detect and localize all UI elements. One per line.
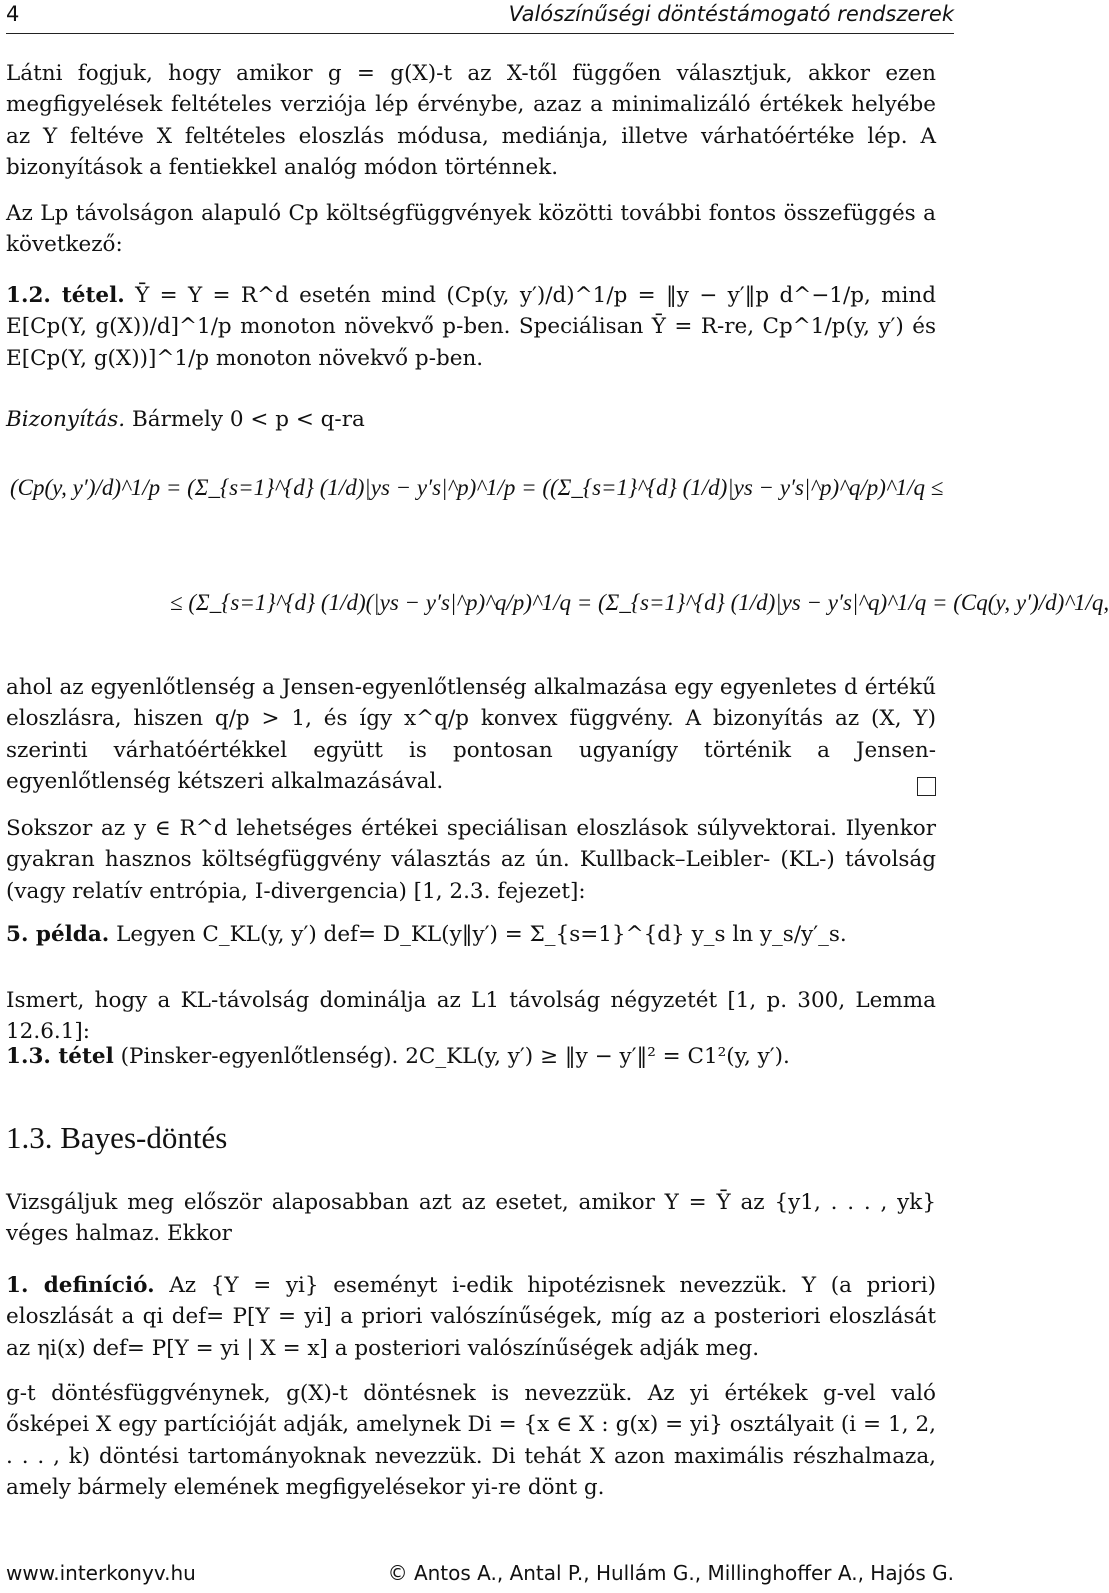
- page-header: [6, 2, 954, 32]
- theorem-1-3: [6, 1041, 936, 1072]
- theorem-1-3-text: (Pinsker-egyenlőtlenség). 2C_KL(y, y′) ≥ ‖y − y′‖² = C1²(y, y′).: [120, 1044, 790, 1069]
- proof-text: Bármely 0 < p < q-ra: [132, 407, 365, 432]
- paragraph-intro: Látni fogjuk, hogy amikor g = g(X)-t az X-től függően választjuk, akkor ezen megfigyelések feltételes verziója lép érvénybe, azaz a minimalizáló értékek helyébe az Y feltéve X feltételes eloszlás módusa, mediánja, illetve várhatóértéke lép. A bizonyítások a fentiekkel analóg módon történnek.: [6, 61, 936, 180]
- paragraph-vizsgaljuk: Vizsgáljuk meg először alaposabban azt az esetet, amikor Y = Ȳ az {y1, . . . , yk} véges halmaz. Ekkor: [6, 1190, 936, 1247]
- paragraph-kl: Sokszor az y ∈ R^d lehetséges értékei speciálisan eloszlások súlyvektorai. Ilyenkor gyakran hasznos költségfüggvény választás az ún. Kullback–Leibler- (KL-) távolság (vagy relatív entrópia, I-divergencia) [1, 2.3. fejezet]:: [6, 816, 936, 904]
- proof: [6, 404, 936, 435]
- footer-site: www.interkonyv.hu: [6, 1561, 196, 1585]
- example-5-text: Legyen C_KL(y, y′) def= D_KL(y‖y′) = Σ_{s=1}^{d} y_s ln y_s/y′_s.: [116, 922, 847, 947]
- theorem-1-3-label: 1.3. tétel: [6, 1044, 114, 1069]
- running-title: Valószínűségi döntéstámogató rendszerek: [508, 2, 954, 26]
- theorem-1-2: [6, 280, 936, 374]
- footer-credit: © Antos A., Antal P., Hullám G., Millinghoffer A., Hajós G.: [387, 1561, 954, 1585]
- definition-1: [6, 1270, 936, 1364]
- qed-box: [917, 777, 936, 796]
- paragraph-decision-regions: g-t döntésfüggvénynek, g(X)-t döntésnek is nevezzük. Az yi értékek g-vel való ősképei X egy partícióját adják, amelynek Di = {x ∈ X : g(x) = yi} osztályait (i = 1, 2, . . . , k) döntési tartományoknak nevezzük. Di tehát X azon maximális részhalmaza, amely bármely elemének megfigyelésekor yi-re dönt g.: [6, 1381, 936, 1500]
- section-title: 1.3. Bayes-döntés: [6, 1120, 228, 1155]
- theorem-1-2-label: 1.2. tétel.: [6, 283, 125, 308]
- proof-label: Bizonyítás.: [6, 407, 126, 432]
- equation-line-2: ≤ (Σ_{s=1}^{d} (1/d)(|ys − y′s|^p)^q/p)^1/q = (Σ_{s=1}^{d} (1/d)|ys − y′s|^q)^1/q = (Cq(y, y′)/d)^1/q,: [170, 590, 1109, 615]
- paragraph-lp-distance: Az Lp távolságon alapuló Cp költségfüggvények közötti további fontos összefüggés a következő:: [6, 201, 936, 258]
- paragraph-after-equation: ahol az egyenlőtlenség a Jensen-egyenlőtlenség alkalmazása egy egyenletes d értékű eloszlásra, hiszen q/p > 1, és így x^q/p konvex függvény. A bizonyítás az (X, Y) szerinti várhatóértékkel együtt is pontosan ugyanígy történik a Jensen-egyenlőtlenség kétszeri alkalmazásával.: [6, 675, 936, 794]
- definition-1-text: Az {Y = yi} eseményt i-edik hipotézisnek nevezzük. Y (a priori) eloszlását a qi def= P[Y = yi] a priori valószínűségek, míg az a posteriori eloszlását az ηi(x) def= P[Y = yi | X = x] a posteriori valószínűségek adják meg.: [6, 1273, 937, 1361]
- page-number: 4: [6, 2, 20, 26]
- theorem-1-2-text: Ȳ = Y = R^d esetén mind (Cp(y, y′)/d)^1/p = ‖y − y′‖p d^−1/p, mind E[Cp(Y, g(X))/d]^1/p monoton növekvő p-ben. Speciálisan Ȳ = R-re, Cp^1/p(y, y′) és E[Cp(Y, g(X))]^1/p monoton növekvő p-ben.: [6, 283, 936, 371]
- example-5: [6, 919, 936, 950]
- definition-1-label: 1. definíció.: [6, 1273, 155, 1298]
- equation-line-1: (Cp(y, y′)/d)^1/p = (Σ_{s=1}^{d} (1/d)|ys − y′s|^p)^1/p = ((Σ_{s=1}^{d} (1/d)|ys − y′s|^p)^q/p)^1/q ≤: [10, 475, 944, 500]
- paragraph-ismert: Ismert, hogy a KL-távolság dominálja az L1 távolság négyzetét [1, p. 300, Lemma 12.6.1]:: [6, 988, 936, 1045]
- example-5-label: 5. példa.: [6, 922, 110, 947]
- header-rule: [6, 33, 954, 34]
